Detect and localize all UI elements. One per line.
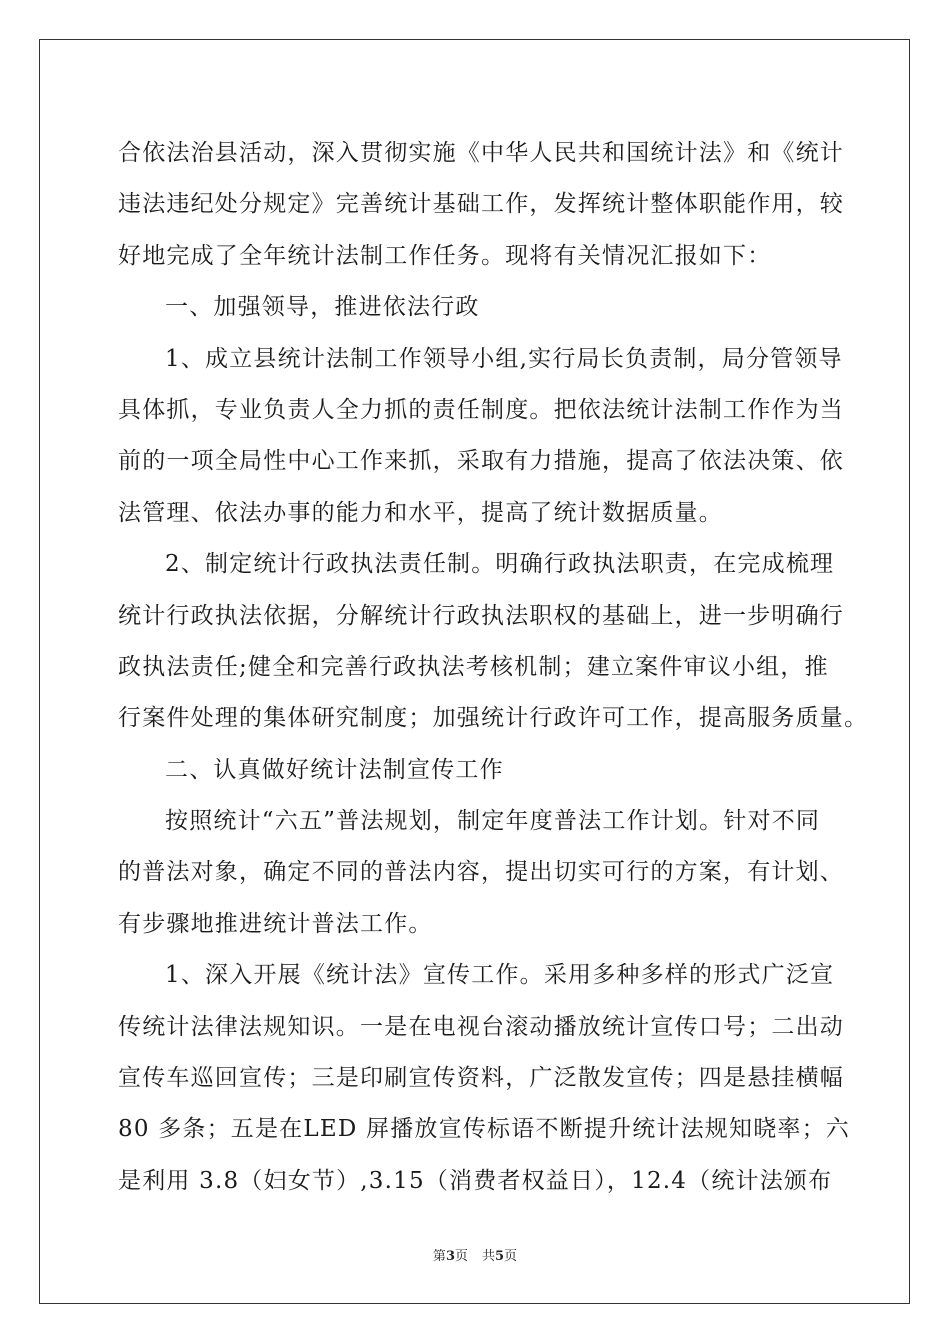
text-line-2: 违法违纪处分规定》完善统计基础工作，发挥统计整体职能作用，较 [118, 191, 844, 218]
text-line-3: 好地完成了全年统计法制工作任务。现将有关情况汇报如下： [118, 242, 772, 269]
text-line-19: 宣传车巡回宣传；三是印刷宣传资料，广泛散发宣传；四是悬挂横幅 [118, 1065, 844, 1092]
total-suffix: 页 [504, 1249, 518, 1264]
text-line-1: 合依法治县活动，深入贯彻实施《中华人民共和国统计法》和《统计 [118, 140, 844, 166]
section-heading-1: 一、加强领导，推进依法行政 [165, 294, 480, 321]
page-footer [0, 1248, 950, 1266]
page-total: 5 [495, 1249, 505, 1264]
text-line-15: 的普法对象，确定不同的普法内容，提出切实可行的方案，有计划、 [118, 859, 844, 886]
text-line-8: 法管理、依法办事的能力和水平，提高了统计数据质量。 [118, 499, 723, 526]
text-line-16: 有步骤地推进统计普法工作。 [118, 910, 433, 937]
text-line-5: 1、成立县统计法制工作领导小组,实行局长负责制，局分管领导 [165, 345, 843, 372]
page-current: 3 [445, 1249, 455, 1264]
section-heading-2: 二、认真做好统计法制宣传工作 [165, 756, 504, 783]
text-line-10: 统计行政执法依据，分解统计行政执法职权的基础上，进一步明确行 [118, 602, 844, 629]
text-line-6: 具体抓，专业负责人全力抓的责任制度。把依法统计法制工作作为当 [118, 396, 844, 423]
page-prefix: 第 [432, 1249, 446, 1264]
text-line-17: 1、深入开展《统计法》宣传工作。采用多种多样的形式广泛宣 [165, 962, 835, 989]
text-line-21: 是利用 3.8（妇女节）,3.15（消费者权益日），12.4（统计法颁布 [118, 1167, 833, 1194]
text-line-20: 80 多条；五是在LED 屏播放宣传标语不断提升统计法规知晓率；六 [118, 1116, 850, 1143]
text-line-9: 2、制定统计行政执法责任制。明确行政执法职责，在完成梳理 [165, 551, 835, 578]
text-line-11: 政执法责任;健全和完善行政执法考核机制；建立案件审议小组，推 [118, 653, 829, 680]
document-body [118, 128, 869, 1207]
text-line-12: 行案件处理的集体研究制度；加强统计行政许可工作，提高服务质量。 [118, 705, 869, 732]
text-line-18: 传统计法律法规知识。一是在电视台滚动播放统计宣传口号；二出动 [118, 1013, 844, 1040]
page-suffix: 页 [454, 1249, 468, 1264]
text-line-14: 按照统计“六五”普法规划，制定年度普法工作计划。针对不同 [165, 808, 821, 835]
total-prefix: 共 [482, 1249, 496, 1264]
text-line-7: 前的一项全局性中心工作来抓，采取有力措施，提高了依法决策、依 [118, 448, 844, 475]
